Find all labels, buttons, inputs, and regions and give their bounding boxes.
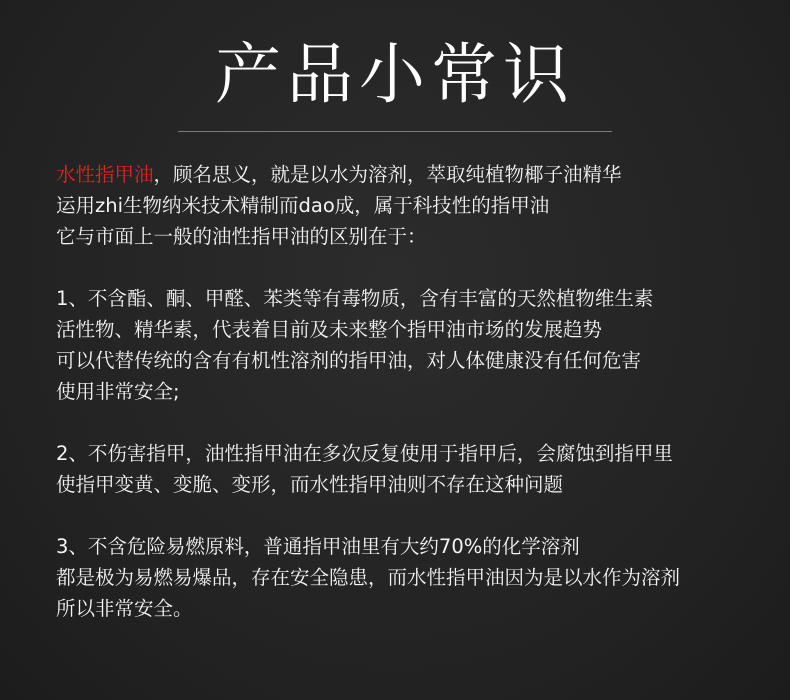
point-1-line-2: 活性物、精华素，代表着目前及未来整个指甲油市场的发展趋势 [56,318,603,341]
point-2-line-2: 使指甲变黄、变脆、变形，而水性指甲油则不存在这种问题 [56,473,564,496]
point-1-line-3: 可以代替传统的含有有机性溶剂的指甲油，对人体健康没有任何危害 [56,349,642,372]
spacer [56,252,756,283]
intro-line-1 [56,159,756,190]
highlight-term: 水性指甲油 [56,163,154,186]
intro-line-3: 它与市面上一般的油性指甲油的区别在于： [56,225,427,248]
intro-line-2: 运用zhi生物纳米技术精制而dao成，属于科技性的指甲油 [56,194,550,217]
point-3-line-2: 都是极为易燃易爆品，存在安全隐患，而水性指甲油因为是以水作为溶剂 [56,566,681,589]
article-body [56,159,756,624]
point-1-line-1: 1、不含酯、酮、甲醛、苯类等有毒物质，含有丰富的天然植物维生素 [56,287,654,310]
title-divider [178,131,612,132]
spacer [56,500,756,531]
point-1-line-4: 使用非常安全; [56,380,180,403]
point-2-line-1: 2、不伤害指甲，油性指甲油在多次反复使用于指甲后，会腐蚀到指甲里 [56,442,673,465]
page-title: 产品小常识 [215,36,575,113]
point-3-line-1: 3、不含危险易燃原料，普通指甲油里有大约70%的化学溶剂 [56,535,580,558]
spacer [56,407,756,438]
point-3-line-3: 所以非常安全。 [56,597,193,620]
intro-line-1-text: ，顾名思义，就是以水为溶剂，萃取纯植物椰子油精华 [153,163,622,186]
